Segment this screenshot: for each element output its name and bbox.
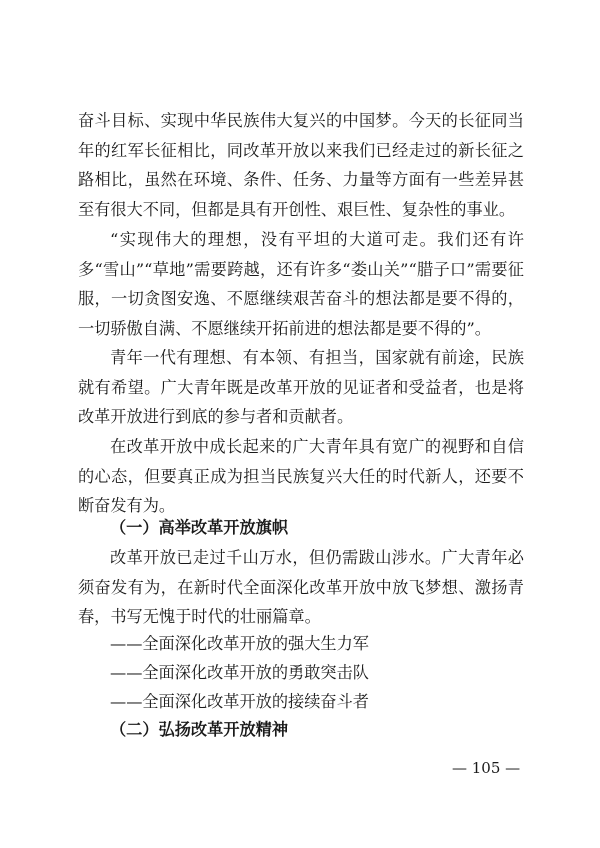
paragraph-3: 青年一代有理想、有本领、有担当，国家就有前途，民族就有希望。广大青年既是改革开放的见证者和受益者，也是将改革开放进行到底的参与者和贡献者。 [78,348,524,426]
dash-list-item: ——全面深化改革开放的勇敢突击队 [110,663,369,682]
paragraph-1: 奋斗目标、实现中华民族伟大复兴的中国梦。今天的长征同当年的红军长征相比，同改革开放以来我们已经走过的新长征之路相比，虽然在环境、条件、任务、力量等方面有一些差异甚至有很大不同，但都是具有开创性、艰巨性、复杂性的事业。 [78,111,524,219]
dash-list-item: ——全面深化改革开放的强大生力军 [110,634,369,653]
section-heading-1: （一）高举改革开放旗帜 [110,518,289,537]
paragraph-5: 改革开放已走过千山万水，但仍需跋山涉水。广大青年必须奋发有为，在新时代全面深化改革开放中放飞梦想、激扬青春，书写无愧于时代的壮丽篇章。 [78,548,524,626]
paragraph-2-quote: “实现伟大的理想，没有平坦的大道可走。我们还有许多“雪山”“草地”需要跨越，还有许多“娄山关”“腊子口”需要征服，一切贪图安逸、不愿继续艰苦奋斗的想法都是要不得的，一切骄傲自满、不愿继续开拓前进的想法都是要不得的”。 [78,230,524,338]
section-heading-2: （二）弘扬改革开放精神 [110,720,289,739]
paragraph-4: 在改革开放中成长起来的广大青年具有宽广的视野和自信的心态，但要真正成为担当民族复兴大任的时代新人，还要不断奋发有为。 [78,437,524,515]
dash-list-item: ——全面深化改革开放的接续奋斗者 [110,692,369,711]
page-number: — 105 — [452,759,521,777]
